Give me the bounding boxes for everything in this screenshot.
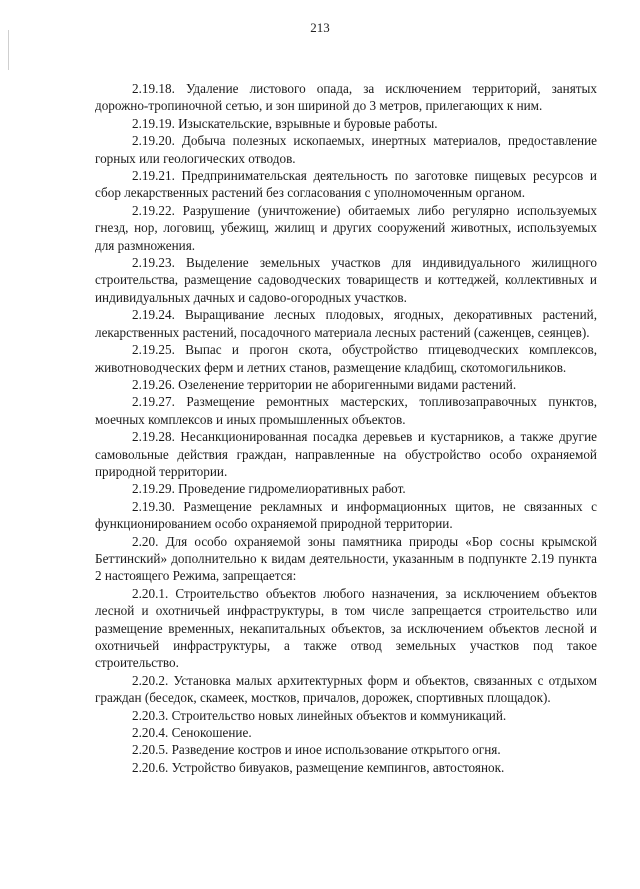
paragraph-2-19-25: 2.19.25. Выпас и прогон скота, обустройство птицеводческих комплексов, животноводческих ферм и летних станов, размещение кладбищ, скотомогильников.	[95, 342, 597, 375]
paragraph-2-20-2: 2.20.2. Установка малых архитектурных форм и объектов, связанных с отдыхом граждан (беседок, скамеек, мостков, причалов, дорожек, спортивных площадок).	[95, 672, 597, 706]
paragraph-2-19-18: 2.19.18. Удаление листового опада, за исключением территорий, занятых дорожно-тропиночной сетью, и зон шириной до 3 метров, прилегающих к ним.	[95, 81, 597, 114]
paragraph-2-19-28: 2.19.28. Несанкционированная посадка деревьев и кустарников, а также другие самовольные действия граждан, направленные на обустройство особо охраняемой природной территории.	[95, 429, 597, 479]
paragraph-2-19-26: 2.19.26. Озеленение территории не аборигенными видами растений.	[132, 376, 517, 392]
paragraph-2-19-29: 2.19.29. Проведение гидромелиоративных работ.	[132, 481, 406, 497]
page-number: 213	[310, 20, 330, 35]
paragraph-2-19-20: 2.19.20. Добыча полезных ископаемых, инертных материалов, предоставление горных или геологических отводов.	[95, 133, 597, 166]
paragraph-2-20-3: 2.20.3. Строительство новых линейных объектов и коммуникаций.	[132, 707, 507, 723]
paragraph-2-20-1: 2.20.1. Строительство объектов любого назначения, за исключением объектов лесной и охотничьей инфраструктуры, в том числе запрещается строительство или размещение временных, некапитальных объектов, за исключением объектов лесной и охотничьей инфраструктуры, а также отвод земельных участков под такое строительство.	[95, 585, 597, 671]
paragraph-2-19-23: 2.19.23. Выделение земельных участков для индивидуального жилищного строительства, размещение садоводческих товариществ и коттеджей, коллективных и индивидуальных дачных и садово-огородных участков.	[95, 255, 597, 305]
paragraph-2-19-27: 2.19.27. Размещение ремонтных мастерских, топливозаправочных пунктов, моечных комплексов и иных промышленных объектов.	[95, 394, 597, 427]
paragraph-2-20-5: 2.20.5. Разведение костров и иное использование открытого огня.	[132, 742, 501, 758]
paragraph-2-20: 2.20. Для особо охраняемой зоны памятника природы «Бор сосны крымской Беттинский» дополнительно к видам деятельности, указанным в подпункте 2.19 пункта 2 настоящего Режима, запрещается:	[95, 533, 597, 584]
document-body	[95, 80, 597, 776]
paragraph-2-20-4: 2.20.4. Сенокошение.	[132, 725, 252, 741]
paragraph-2-19-19: 2.19.19. Изыскательские, взрывные и буровые работы.	[132, 115, 438, 131]
paragraph-2-19-30: 2.19.30. Размещение рекламных и информационных щитов, не связанных с функционированием особо охраняемой природной территории.	[95, 498, 597, 532]
paragraph-2-19-24: 2.19.24. Выращивание лесных плодовых, ягодных, декоративных растений, лекарственных растений, посадочного материала лесных растений (саженцев, сеянцев).	[95, 307, 597, 340]
scan-edge-mark	[8, 30, 9, 70]
paragraph-2-19-21: 2.19.21. Предпринимательская деятельность по заготовке пищевых ресурсов и сбор лекарственных растений без согласования с уполномоченным органом.	[95, 168, 597, 201]
paragraph-2-19-22: 2.19.22. Разрушение (уничтожение) обитаемых либо регулярно используемых гнезд, нор, логовищ, убежищ, жилищ и других сооружений животных, используемых для размножения.	[95, 202, 597, 253]
paragraph-2-20-6: 2.20.6. Устройство бивуаков, размещение кемпингов, автостоянок.	[132, 759, 505, 775]
